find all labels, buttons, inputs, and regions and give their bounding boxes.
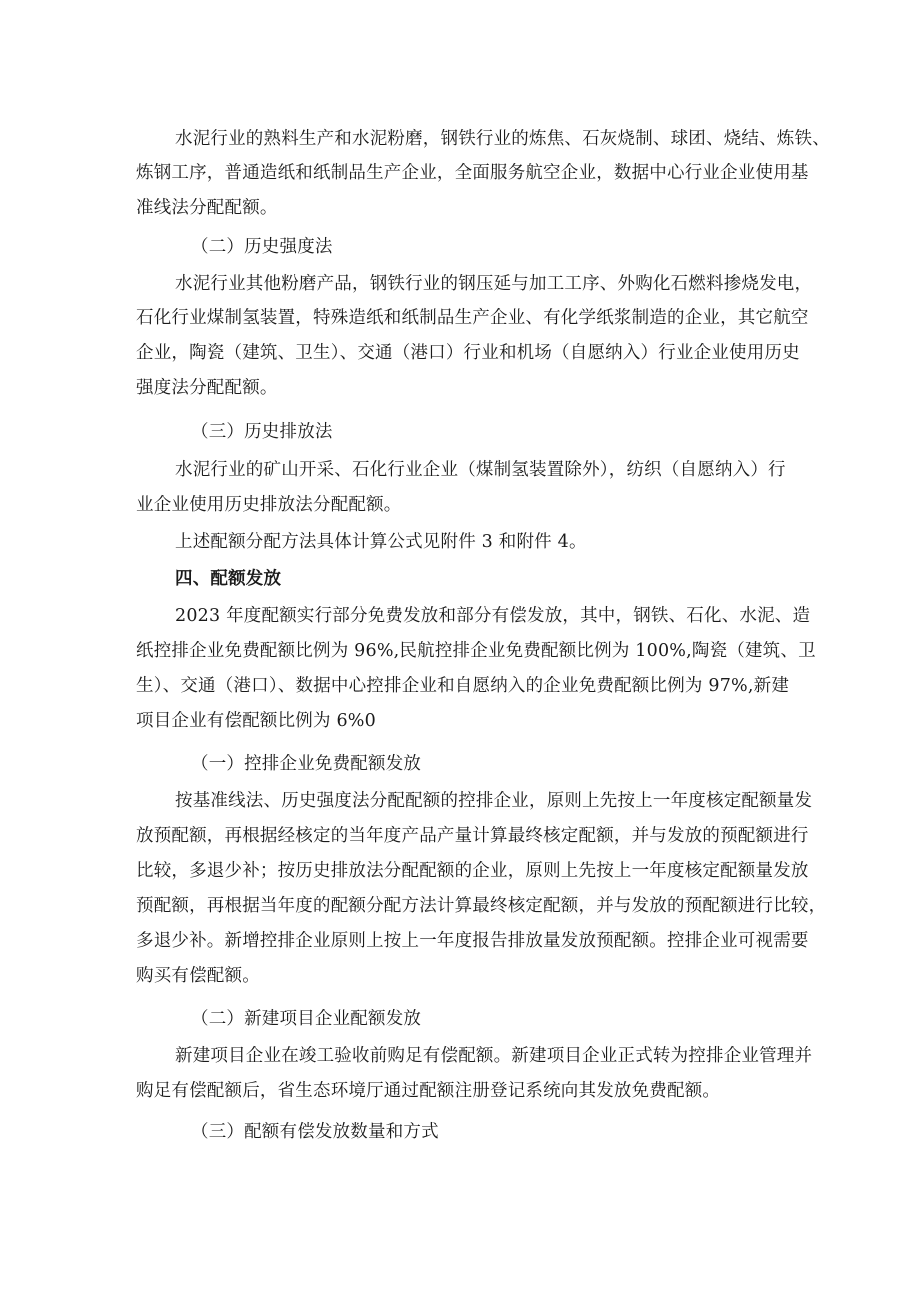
paragraph-line: 水泥行业其他粉磨产品，钢铁行业的钢压延与加工工序、外购化石燃料掺烧发电， bbox=[175, 274, 813, 294]
paragraph-line: 纸控排企业免费配额比例为 96%,民航控排企业免费配额比例为 100%,陶瓷（建筑、卫 bbox=[136, 641, 816, 661]
paragraph-line: 上述配额分配方法具体计算公式见附件 3 和附件 4。 bbox=[175, 532, 587, 552]
paragraph-line: 企业，陶瓷（建筑、卫生）、交通（港口）行业和机场（自愿纳入）行业企业使用历史 bbox=[136, 343, 800, 363]
paragraph-line: 按基准线法、历史强度法分配配额的控排企业，原则上先按上一年度核定配额量发 bbox=[175, 791, 813, 811]
paragraph-line: 2023 年度配额实行部分免费发放和部分有偿发放，其中，钢铁、石化、水泥、造 bbox=[175, 606, 811, 626]
paragraph-line: 放预配额，再根据经核定的当年度产品产量计算最终核定配额，并与发放的预配额进行 bbox=[136, 826, 809, 846]
paragraph-line: 水泥行业的矿山开采、石化行业企业（煤制氢装置除外），纺织（自愿纳入）行 bbox=[175, 460, 786, 480]
paragraph-line: 预配额，再根据当年度的配额分配方法计算最终核定配额，并与发放的预配额进行比较， bbox=[136, 896, 827, 916]
paragraph-line: 炼钢工序，普通造纸和纸制品生产企业，全面服务航空企业，数据中心行业企业使用基 bbox=[136, 163, 809, 183]
section-heading: （二）新建项目企业配额发放 bbox=[191, 1009, 422, 1029]
section-heading: （三）配额有偿发放数量和方式 bbox=[191, 1122, 439, 1142]
paragraph-line: 生）、交通（港口）、数据中心控排企业和自愿纳入的企业免费配额比例为 97%,新建 bbox=[136, 676, 790, 696]
section-heading: （三）历史排放法 bbox=[191, 422, 333, 442]
paragraph-line: 业企业使用历史排放法分配配额。 bbox=[136, 495, 402, 515]
chapter-heading: 四、配额发放 bbox=[175, 569, 282, 589]
paragraph-line: 准线法分配配额。 bbox=[136, 198, 278, 218]
paragraph-line: 多退少补。新增控排企业原则上按上一年度报告排放量发放预配额。控排企业可视需要 bbox=[136, 931, 809, 951]
paragraph-line: 购买有偿配额。 bbox=[136, 966, 260, 986]
section-heading: （二）历史强度法 bbox=[191, 237, 333, 257]
paragraph-line: 购足有偿配额后，省生态环境厅通过配额注册登记系统向其发放免费配额。 bbox=[136, 1081, 721, 1101]
paragraph-line: 项目企业有偿配额比例为 6%0 bbox=[136, 711, 376, 731]
section-heading: （一）控排企业免费配额发放 bbox=[191, 754, 422, 774]
paragraph-line: 水泥行业的熟料生产和水泥粉磨，钢铁行业的炼焦、石灰烧制、球团、烧结、炼铁、 bbox=[175, 129, 830, 149]
paragraph-line: 石化行业煤制氢装置，特殊造纸和纸制品生产企业、有化学纸浆制造的企业，其它航空 bbox=[136, 308, 809, 328]
paragraph-line: 强度法分配配额。 bbox=[136, 378, 278, 398]
paragraph-line: 比较，多退少补；按历史排放法分配配额的企业，原则上先按上一年度核定配额量发放 bbox=[136, 861, 809, 881]
paragraph-line: 新建项目企业在竣工验收前购足有偿配额。新建项目企业正式转为控排企业管理并 bbox=[175, 1046, 813, 1066]
